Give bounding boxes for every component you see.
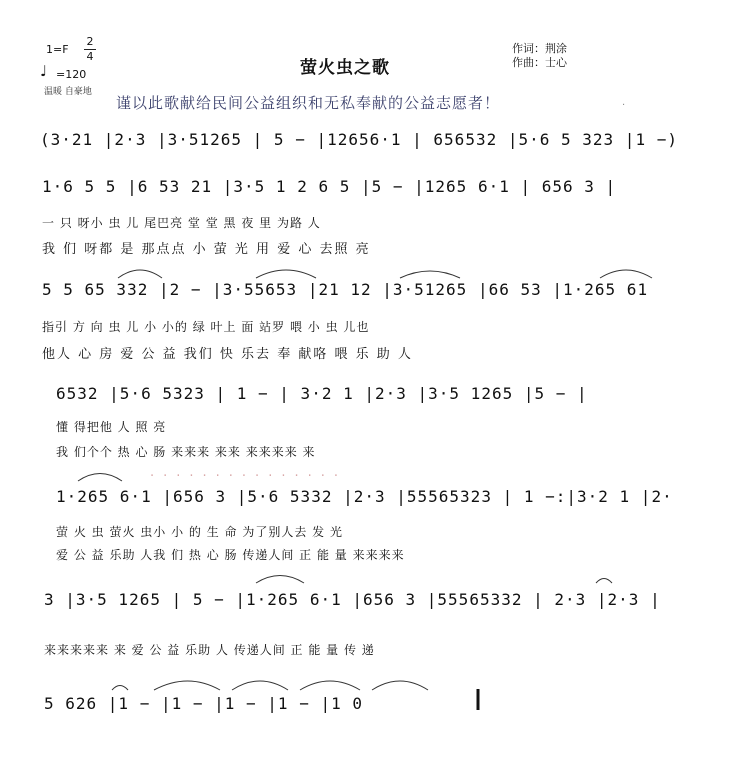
time-signature-top: 2 [86,35,94,48]
lyrics-row-2-verse-1: 指引 方 向 虫 儿 小 小的 绿 叶上 面 站罗 喂 小 虫 儿也 [42,320,370,334]
tie-4 [372,681,428,690]
slur-5 [78,474,122,482]
slur-2 [256,270,316,278]
lyrics-row-2-verse-2: 他人 心 房 爱 公 益 我们 快 乐去 奉 献咯 喂 乐 助 人 [42,347,413,362]
lyrics-row-4-verse-1: 萤 火 虫 萤火 虫小 小 的 生 命 为了别人去 发 光 [56,525,343,539]
decorative-dot: · [622,100,626,111]
song-title: 萤火虫之歌 [300,58,390,78]
tie-1 [154,681,220,690]
slur-1 [118,270,162,278]
lyrics-row-4-verse-2: 爱 公 益 乐助 人我 们 热 心 肠 传递人间 正 能 量 来来来来 [56,548,405,562]
lyrics-row-1-verse-2: 我 们 呀都 是 那点点 小 萤 光 用 爱 心 去照 亮 [42,242,371,257]
lyrics-row-5: 来来来来来 来 爱 公 益 乐助 人 传递人间 正 能 量 传 递 [44,643,375,657]
fermata-1 [112,686,128,691]
fermata-2 [596,579,612,584]
notation-row-5: 3 |3·5 1265 | 5 − |1·265 6·1 |656 3 |55565332 | 2·3 |2·3 | [44,590,661,609]
tie-2 [232,681,288,690]
tempo-marking: =120 [56,68,87,81]
composer-credit: 作曲：士心 [512,56,567,69]
quarter-note-icon: ♩ [40,62,48,80]
notation-row-4: 1·265 6·1 |656 3 |5·6 5332 |2·3 |55565323 | 1 −:|3·2 1 |2· [56,487,673,506]
lyrics-row-3-verse-1: 懂 得把他 人 照 亮 [56,420,167,434]
notation-row-intro: (3·21 |2·3 |3·51265 | 5 − |12656·1 | 656532 |5·6 5 323 |1 −) [40,130,678,149]
notation-row-3: 6532 |5·6 5323 | 1 − | 3·2 1 |2·3 |3·5 1265 |5 − | [56,384,588,403]
slur-6 [256,576,304,584]
notation-row-1: 1·6 5 5 |6 53 21 |3·5 1 2 6 5 |5 − |1265 6·1 | 656 3 | [42,177,617,196]
slur-3 [400,271,460,278]
faint-watermark: ............... [150,465,347,480]
slur-4 [600,270,652,278]
lyrics-row-3-verse-2: 我 们个个 热 心 肠 来来来 来来 来来来来 来 [56,445,316,459]
tie-3 [300,681,360,690]
key-signature: 1=F [46,43,69,56]
dedication-line: 谨以此歌献给民间公益组织和无私奉献的公益志愿者！ [116,94,501,112]
notation-row-2: 5 5 65 332 |2 − |3·55653 |21 12 |3·51265 |66 53 |1·265 61 [42,280,649,299]
expression-marking: 温暖 自豪地 [44,87,92,97]
lyricist-credit: 作词：荆涂 [512,42,567,55]
lyrics-row-1-verse-1: 一 只 呀小 虫 儿 尾巴亮 堂 堂 黑 夜 里 为路 人 [42,216,321,230]
time-signature-bottom: 4 [86,50,94,63]
notation-row-6: 5 626 |1 − |1 − |1 − |1 − |1 0 [44,694,363,713]
